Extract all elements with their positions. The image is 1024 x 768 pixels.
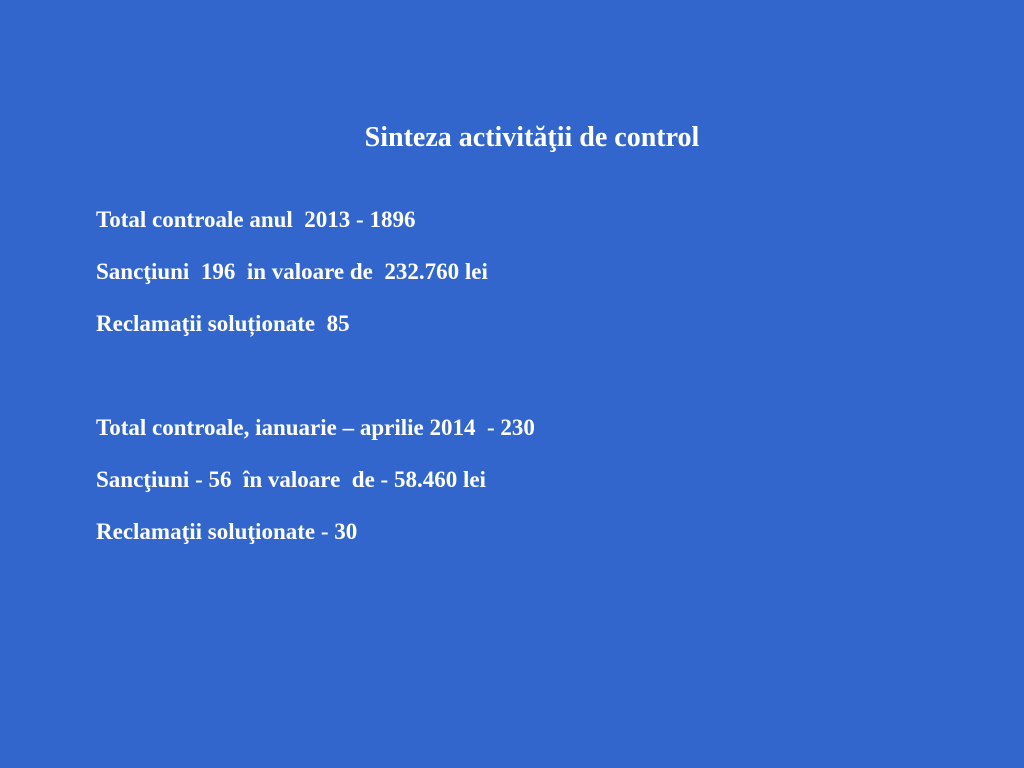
slide-title: Sinteza activităţii de control bbox=[364, 122, 700, 153]
total-controls-2013: Total controale anul 2013 - 1896 bbox=[96, 207, 416, 232]
section-spacer bbox=[96, 356, 976, 408]
sanctions-2014: Sancţiuni - 56 în valoare de - 58.460 lei bbox=[96, 467, 486, 492]
total-controls-2014: Total controale, ianuarie – aprilie 2014 - 230 bbox=[96, 415, 535, 440]
slide-body bbox=[96, 200, 976, 564]
sanctions-2013: Sancţiuni 196 in valoare de 232.760 lei bbox=[96, 259, 488, 284]
complaints-2014: Reclamaţii soluţionate - 30 bbox=[96, 519, 358, 544]
complaints-2013: Reclamaţii soluționate 85 bbox=[96, 311, 350, 336]
